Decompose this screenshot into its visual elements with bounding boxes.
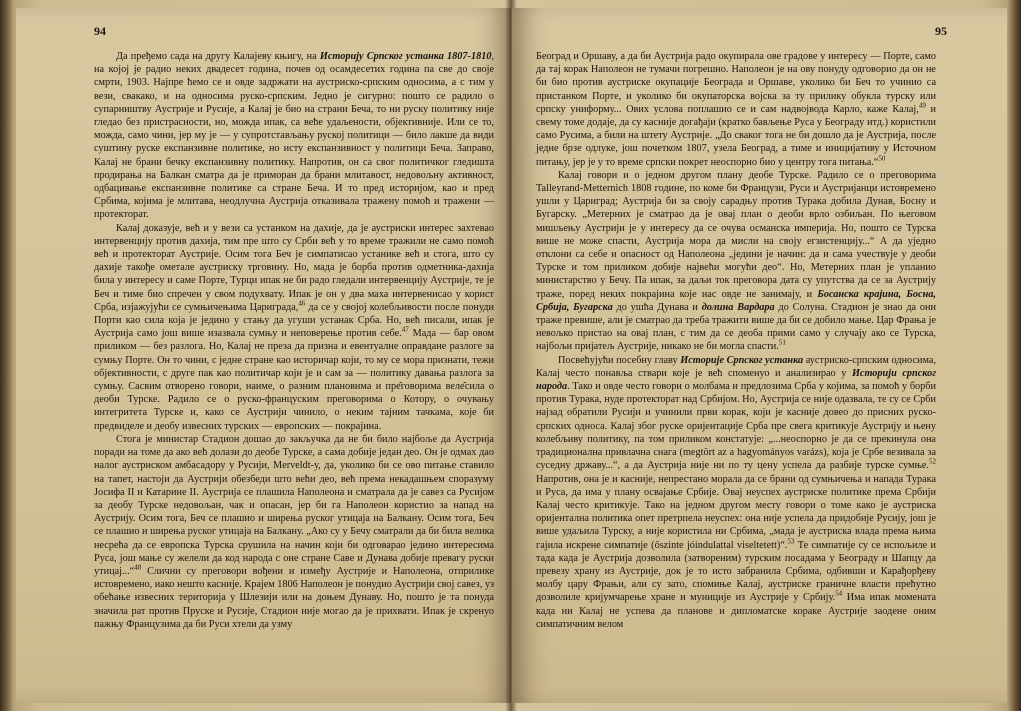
- paragraph: [536, 354, 936, 631]
- paragraph: [536, 169, 936, 354]
- text-run: Слични су преговори вођени и између Аустрије и Наполеона, отприлике истовремено, иако нешто касније. Крајем 1806 Наполеон је понудио Аустрији свој савез, уз обећање извесних територија у Шлезији или на доњем Дунаву. Но, пошто је та понуда значила рат против Пруске и Русије, Стадион није могао да је прихвати. Ипак је скренуо пажњу Французима да би Руси хтели да узму: [94, 565, 494, 630]
- right-page: [512, 8, 1007, 703]
- italic-title: долина Вардара: [701, 301, 775, 313]
- text-run: Мада — бар овом приликом — без разлога. Но, Калај не преза да призна и евентуалне оправдане разлоге за сумњу Порте. Он то чини, с једне стране као историчар који, то му се мора признати, тежи објективности, с друге пак као политичар који је и сам за — политику давања разлога за сумњу. Сасвим отворено говори, наиме, о разним плановима и пре̑говорима веле̑сила о деоби Турске. Радило се о руско-француским преговорима о Котору, о очувању интегритета Турске и, како се Аустрији чинило, о неким тајним тачкама, које би предвиделе и деобу извесних турских — европских — покрајина.: [94, 328, 494, 432]
- paragraph: [94, 433, 494, 631]
- text-run: Посвећујући посебну главу: [558, 354, 681, 366]
- text-run: Калај доказује, већ и у вези са устанком на дахије, да је аустриски интерес захтевао интервенцију против дахија, тим пре што су Срби већ у то време тражили не само помоћ већ и протекторат Аустрије. Осим тога Беч је симпатисао устанике већ и стога, што су дахије такође ометале аустриску трговину. Но, мада је борба против одметника-дахија била у интересу и саме Порте, Турци ипак не би радо гледали интервенцију Аустрије, те је Беч и тиме био спречен у свом подухвату. Ипак је он у два маха интервенисао у корист Срба, изјажујући се сумњичењима Цариграда,: [94, 222, 494, 313]
- paragraph: [94, 50, 494, 222]
- footnote-marker: 48: [134, 563, 142, 572]
- paragraph: [536, 50, 936, 169]
- text-run: Београд и Оршаву, а да би Аустрија радо окупирала ове градове у интересу — Порте, само да тај корак Наполеон не тумачи погрешно. Наполеон је на ову понуду одговорио да он не би био против аустриске окупације Београда и Оршаве, уколико би Беч то учинио са пристанком Порте, и уколико би окупаторска војска за ту прилику обукла турску или српску униформу... Ових условa поплашио се и сам надвојвода Карло, каже Калај,: [536, 51, 936, 115]
- paragraph: [94, 222, 494, 433]
- footnote-marker: 52: [929, 457, 936, 466]
- page-number: 95: [935, 24, 947, 38]
- text-run: до ушћа Дунава и: [612, 301, 702, 313]
- page-text: [94, 50, 494, 631]
- text-run: Да пређемо сада на другу Калајеву књигу, на: [116, 51, 320, 62]
- footnote-marker: 47: [401, 325, 409, 334]
- text-run: Калај говори и о једном другом плану деобе Турске. Радило се о преговорима Talleyrand-Metternich 1808 године, по коме би Французи, Руси и Аустријанци истовремено ушли у Цариград; Аустрија би за своју сарадњу против Турака добила Дунав, Босну и Бугарску. „Метерних је сматрао да је овај план о деоби врло озбиљан. По његовом мишљењу Аустрији је у интересу да се очува османска империја. Но, пошто се Турска више не може спасти, Аустрија мора да мисли на своју егзистенцију...“ А да уједно отклони са себе и опасност од Наполеона „једини је начин: да и сама учествује у деоби Турске и том приликом добије највећи могући део“. Но, Метерних план је упланио министарство у Бечу. Па ипак, за даљи ток преговора дата су упутства да се за Аустрију траже, поред неких покрајина које нас овде не занимају, и: [536, 169, 936, 300]
- footnote-marker: 53: [787, 537, 795, 546]
- left-page: [16, 8, 511, 703]
- text-run: . Тако и овде често говори о молбама и предлозима Срба у којима, за помоћ у борби против Турака, нуде протекторат над Србијом. Но, Аустрија се није одазвала, те су се Срби најзад обратили Русији и учинили први корак, који је касније довео до присних руско-српских односа. Калај због руске оријентације Срба пре свега критикује Аустрију и њену колебљиву политику, па том приликом констатује: „...неоспорно је да се прекинула она традиционална привлачна снага (megtört az a hagyományos varázs), која је Србе везивала за суседну државу...“, а да Аустрија није ни по ту цену успела да разбије турске сумње.: [536, 381, 936, 472]
- text-run: и свему томе додаје, да су касније догађаји (кратко бављење Руса у Београду итд.) користили само Русима, а били на штету Аустрије. „До сваког тога не би дошло да је Аустрија, после једне брзе одлуке, још почетком 1807, узела Београд, а тиме и иницијативу у Источном питању, јер је у то време српски покрет неоспорно био у центру тога питања.“: [536, 103, 936, 168]
- italic-title: Историји српског народа: [536, 367, 936, 393]
- text-run: Стога је министар Стадион дошао до закључка да не би било најбоље да Аустрија поради на томе да ако већ долази до деобе Турске, а сама добије један део. Он је одмах дао налог аустриском амбасадору у Русији, Merveldt-у, да, уколико би се ово питање ставило на тапет, настоји да Аустрији обезбеди што већи део, већ према некадашњем споразуму Јосифа II и Катарине II. Аустрија се плашила Наполеона и сматрала да је савез са Русијом за деобу Турске недовољан, чак и опасан, јер би га Наполеон користио за напад на Аустрију. Осим тога, Беч се плашио и ширења руског утицаја на Балкану. Осим тога, Беч се плашио и ширења руског утицаја на Балкану. „Ако су у Бечу сматрали да би била велика несрећа да се европска Турска срушила на начин који би одговарао једино интересима Руса, још мање су желели да код народа с оне стране Саве и Дунава добије превагу руски утицај...“: [94, 433, 494, 577]
- italic-title: Историју Српског устанка 1807-1810: [319, 51, 492, 62]
- footnote-marker: 54: [835, 589, 843, 598]
- footnote-marker: 49: [918, 101, 926, 110]
- text-run: Има ипак момената када ни Калај не успева да планове и дипломатске кораке Аустрије заодене оним симпатичним велом: [536, 592, 936, 630]
- footnote-marker: 46: [298, 299, 306, 308]
- text-run: да се у својој колебљивости после понуди Порти као сила која је једино у стању да угуши устанак Срба. Но, већ писали, ипак је Аустрија само још више изазвала сумњу и неповерење против себе.: [94, 301, 495, 340]
- text-run: Те симпатије су се испољиле и тада када је Аустрија дозволила (затвореним) турским посадама у Београду и Шапцу да превезу храну из Аустрије, док је то исто забранила Србима, одбивши и Карађорђеву молбу цару Фрањи, али су зато, спомиње Калај, аустриске граничне власти прећутно дозволиле кријумчарење хране и муниције из Аустрије у Србију.: [536, 539, 936, 604]
- page-text: [536, 50, 936, 631]
- italic-title: Историје Српског устанка: [680, 354, 804, 366]
- text-run: аустриско-српским односима, Калај често понавља ствари које је већ споменуо и анализирао у: [536, 354, 937, 379]
- text-run: , на којој је радио неких двадесет година, почев од осамдесетих година па све до своје смрти, 1903. Најпре ћемо се и овде задржати на аустриско-српским односима, а с тим у вези, свакако, и на односима руско-српским. Једно је сигурно: пошто се радило о супарништву Аустрије и Русије, а Калај је био на страни Беча, то ни руску политику није гледао без пристрасности, но, можда ипак, са већe удаљености, објективније. Или се то, можда, само чини, јер му је — у супротстављању руској политици — било лакше да види суштину руске експанзивне политике, но исту експанзивност у политици Беча. Заправо, Калај не брани бечку експанзивну политику. Напротив, он са свог политичког гледишта продирања на Балкан сматра да је приморан да брани млитавост, недовољну активност, одбацивање експанзивне политике са стране Беча. И то пред историјом, као и пред Србима, којима је млитава, неодлучна Аустрија отказивала тражену помоћ и тражени — протекторат.: [94, 51, 495, 221]
- footnote-marker: 51: [778, 339, 786, 348]
- footnote-marker: 50: [878, 154, 886, 163]
- text-run: до Солуна. Стадион је знао да они траже превише, али је сматрао да треба тражити више да би се добило мање. Цар Фрања је невољко пристао на овај план, с тим да се деоба прими само у случају ако се Турска, најбољи пријатељ Аустрије, никако не би могла спасти.: [536, 301, 936, 353]
- italic-title: Босанска крајина, Босна, Србија, Бугарска: [536, 288, 936, 313]
- text-run: Напротив, она је и касније, непрестано морала да се брани од сумњичења и напада Турака и Руса, да има у плану освајање Србије. Овај неуспех аустриске политике према Србији Калај често критикује. Тако на једном другом месту говори о томе како је аустриска оријентална политика опет претрпела неуспех: она није успела да придобије Русију, још је више удаљила Турску, а није користила ни Србима, „мада је аустриска влада према њима гајила искрене симпатије (őszinte jóindulattal viseltetett)“.: [536, 473, 936, 551]
- page-number: 94: [94, 24, 106, 38]
